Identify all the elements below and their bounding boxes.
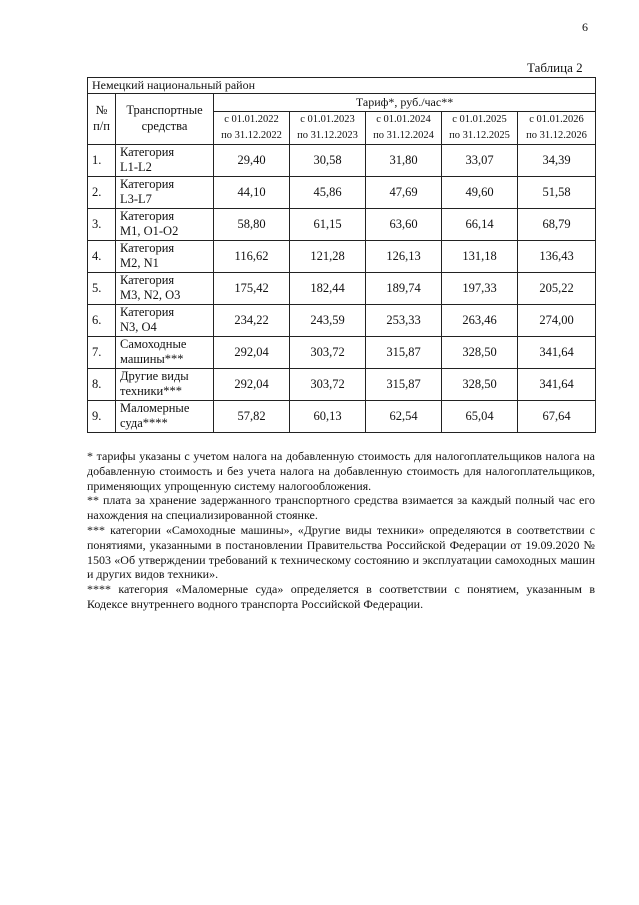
table-row [88, 272, 596, 304]
row-number: 2. [88, 176, 116, 208]
period-to: по 31.12.2026 [526, 129, 587, 141]
table-row [88, 400, 596, 432]
tariff-value: 328,50 [442, 368, 518, 400]
tariff-value: 303,72 [290, 336, 366, 368]
tariff-value: 29,40 [214, 144, 290, 176]
table-row [88, 176, 596, 208]
tariff-value: 263,46 [442, 304, 518, 336]
vehicle-type [116, 304, 214, 336]
page-number: 6 [582, 20, 588, 34]
row-number: 6. [88, 304, 116, 336]
vehicle-type-line1: Категория [120, 241, 175, 255]
table-row [88, 208, 596, 240]
vehicle-type [116, 176, 214, 208]
vehicle-type-line1: Категория [120, 273, 175, 287]
tariff-value: 49,60 [442, 176, 518, 208]
tariff-value: 30,58 [290, 144, 366, 176]
period-from: с 01.01.2025 [452, 114, 507, 125]
tariff-value: 292,04 [214, 368, 290, 400]
tariff-value: 328,50 [442, 336, 518, 368]
tariff-value: 57,82 [214, 400, 290, 432]
district-row [88, 78, 596, 94]
header-tariff: Тариф*, руб./час** [214, 94, 596, 112]
footnote-hourly-fee: ** плата за хранение задержанного транспортного средства взимается за каждый полный час его нахождения на специализированной стоянке. [87, 493, 595, 523]
tariff-value: 116,62 [214, 240, 290, 272]
tariff-value: 68,79 [518, 208, 596, 240]
period-to: по 31.12.2023 [297, 129, 358, 141]
vehicle-type [116, 272, 214, 304]
row-number: 8. [88, 368, 116, 400]
tariff-value: 31,80 [366, 144, 442, 176]
tariff-value: 182,44 [290, 272, 366, 304]
tariff-value: 45,86 [290, 176, 366, 208]
period-from: с 01.01.2023 [300, 114, 355, 125]
tariff-value: 126,13 [366, 240, 442, 272]
period-from: с 01.01.2022 [224, 114, 279, 125]
vehicle-type-line1: Категория [120, 145, 175, 159]
tariff-value: 121,28 [290, 240, 366, 272]
period-to: по 31.12.2022 [221, 129, 282, 141]
vehicle-type-line2: суда**** [120, 416, 168, 430]
table-row [88, 304, 596, 336]
header-period [366, 112, 442, 145]
vehicle-type-line2: L3-L7 [120, 192, 152, 206]
vehicle-type-line2: M2, N1 [120, 256, 159, 270]
tariff-value: 315,87 [366, 336, 442, 368]
tariff-table [87, 77, 596, 433]
row-number: 1. [88, 144, 116, 176]
vehicle-type-line2: L1-L2 [120, 160, 152, 174]
vehicle-type [116, 336, 214, 368]
header-vehicle-type: Транспортные средства [116, 94, 214, 145]
footnote-vat: * тарифы указаны с учетом налога на добавленную стоимость для налогоплательщиков налога на добавленную стоимость и без учета налога на добавленную стоимость для налогоплательщиков, применяющих упрощенную систему налогообложения. [87, 449, 595, 493]
district-name: Немецкий национальный район [88, 78, 596, 94]
tariff-value: 51,58 [518, 176, 596, 208]
row-number: 3. [88, 208, 116, 240]
tariff-value: 131,18 [442, 240, 518, 272]
tariff-value: 62,54 [366, 400, 442, 432]
vehicle-type [116, 368, 214, 400]
table-row [88, 368, 596, 400]
period-to: по 31.12.2025 [449, 129, 510, 141]
tariff-value: 274,00 [518, 304, 596, 336]
header-period [290, 112, 366, 145]
period-to: по 31.12.2024 [373, 129, 434, 141]
tariff-value: 341,64 [518, 368, 596, 400]
tariff-value: 189,74 [366, 272, 442, 304]
tariff-value: 47,69 [366, 176, 442, 208]
vehicle-type-line2: M1, O1-O2 [120, 224, 179, 238]
vehicle-type-line1: Самоходные [120, 337, 187, 351]
tariff-value: 44,10 [214, 176, 290, 208]
table-row [88, 336, 596, 368]
vehicle-type [116, 208, 214, 240]
tariff-value: 303,72 [290, 368, 366, 400]
tariff-value: 292,04 [214, 336, 290, 368]
vehicle-type-line1: Категория [120, 209, 175, 223]
vehicle-type-line1: Другие виды [120, 369, 189, 383]
header-num: № п/п [88, 94, 116, 145]
tariff-value: 66,14 [442, 208, 518, 240]
tariff-value: 205,22 [518, 272, 596, 304]
tariff-value: 63,60 [366, 208, 442, 240]
tariff-value: 33,07 [442, 144, 518, 176]
tariff-value: 175,42 [214, 272, 290, 304]
tariff-value: 34,39 [518, 144, 596, 176]
vehicle-type-line2: машины*** [120, 352, 184, 366]
period-from: с 01.01.2026 [529, 114, 584, 125]
table-row [88, 240, 596, 272]
table-row [88, 144, 596, 176]
vehicle-type-line1: Маломерные [120, 401, 190, 415]
tariff-value: 65,04 [442, 400, 518, 432]
tariff-value: 136,43 [518, 240, 596, 272]
tariff-value: 253,33 [366, 304, 442, 336]
vehicle-type [116, 400, 214, 432]
header-period [442, 112, 518, 145]
vehicle-type-line2: N3, O4 [120, 320, 157, 334]
row-number: 4. [88, 240, 116, 272]
table-caption: Таблица 2 [527, 60, 583, 75]
vehicle-type-line2: M3, N2, O3 [120, 288, 181, 302]
header-period [214, 112, 290, 145]
vehicle-type [116, 144, 214, 176]
tariff-value: 60,13 [290, 400, 366, 432]
tariff-value: 61,15 [290, 208, 366, 240]
period-from: с 01.01.2024 [376, 114, 431, 125]
vehicle-type [116, 240, 214, 272]
footnotes [87, 449, 595, 612]
row-number: 7. [88, 336, 116, 368]
vehicle-type-line1: Категория [120, 305, 175, 319]
header-row-1 [88, 94, 596, 112]
header-period [518, 112, 596, 145]
vehicle-type-line2: техники*** [120, 384, 182, 398]
footnote-small-vessels: **** категория «Маломерные суда» определяется в соответствии с понятием, указанным в Кодексе внутреннего водного транспорта Российской Федерации. [87, 582, 595, 611]
tariff-value: 67,64 [518, 400, 596, 432]
vehicle-type-line1: Категория [120, 177, 175, 191]
row-number: 5. [88, 272, 116, 304]
tariff-value: 58,80 [214, 208, 290, 240]
tariff-value: 234,22 [214, 304, 290, 336]
tariff-value: 315,87 [366, 368, 442, 400]
tariff-value: 341,64 [518, 336, 596, 368]
tariff-value: 197,33 [442, 272, 518, 304]
row-number: 9. [88, 400, 116, 432]
footnote-self-propelled: *** категории «Самоходные машины», «Другие виды техники» определяются в соответствии с понятиями, указанными в постановлении Правительства Российской Федерации от 19.09.2020 № 1503 «Об утверждении требований к техническому состоянию и эксплуатации самоходных машин и других видов техники». [87, 522, 595, 582]
tariff-value: 243,59 [290, 304, 366, 336]
